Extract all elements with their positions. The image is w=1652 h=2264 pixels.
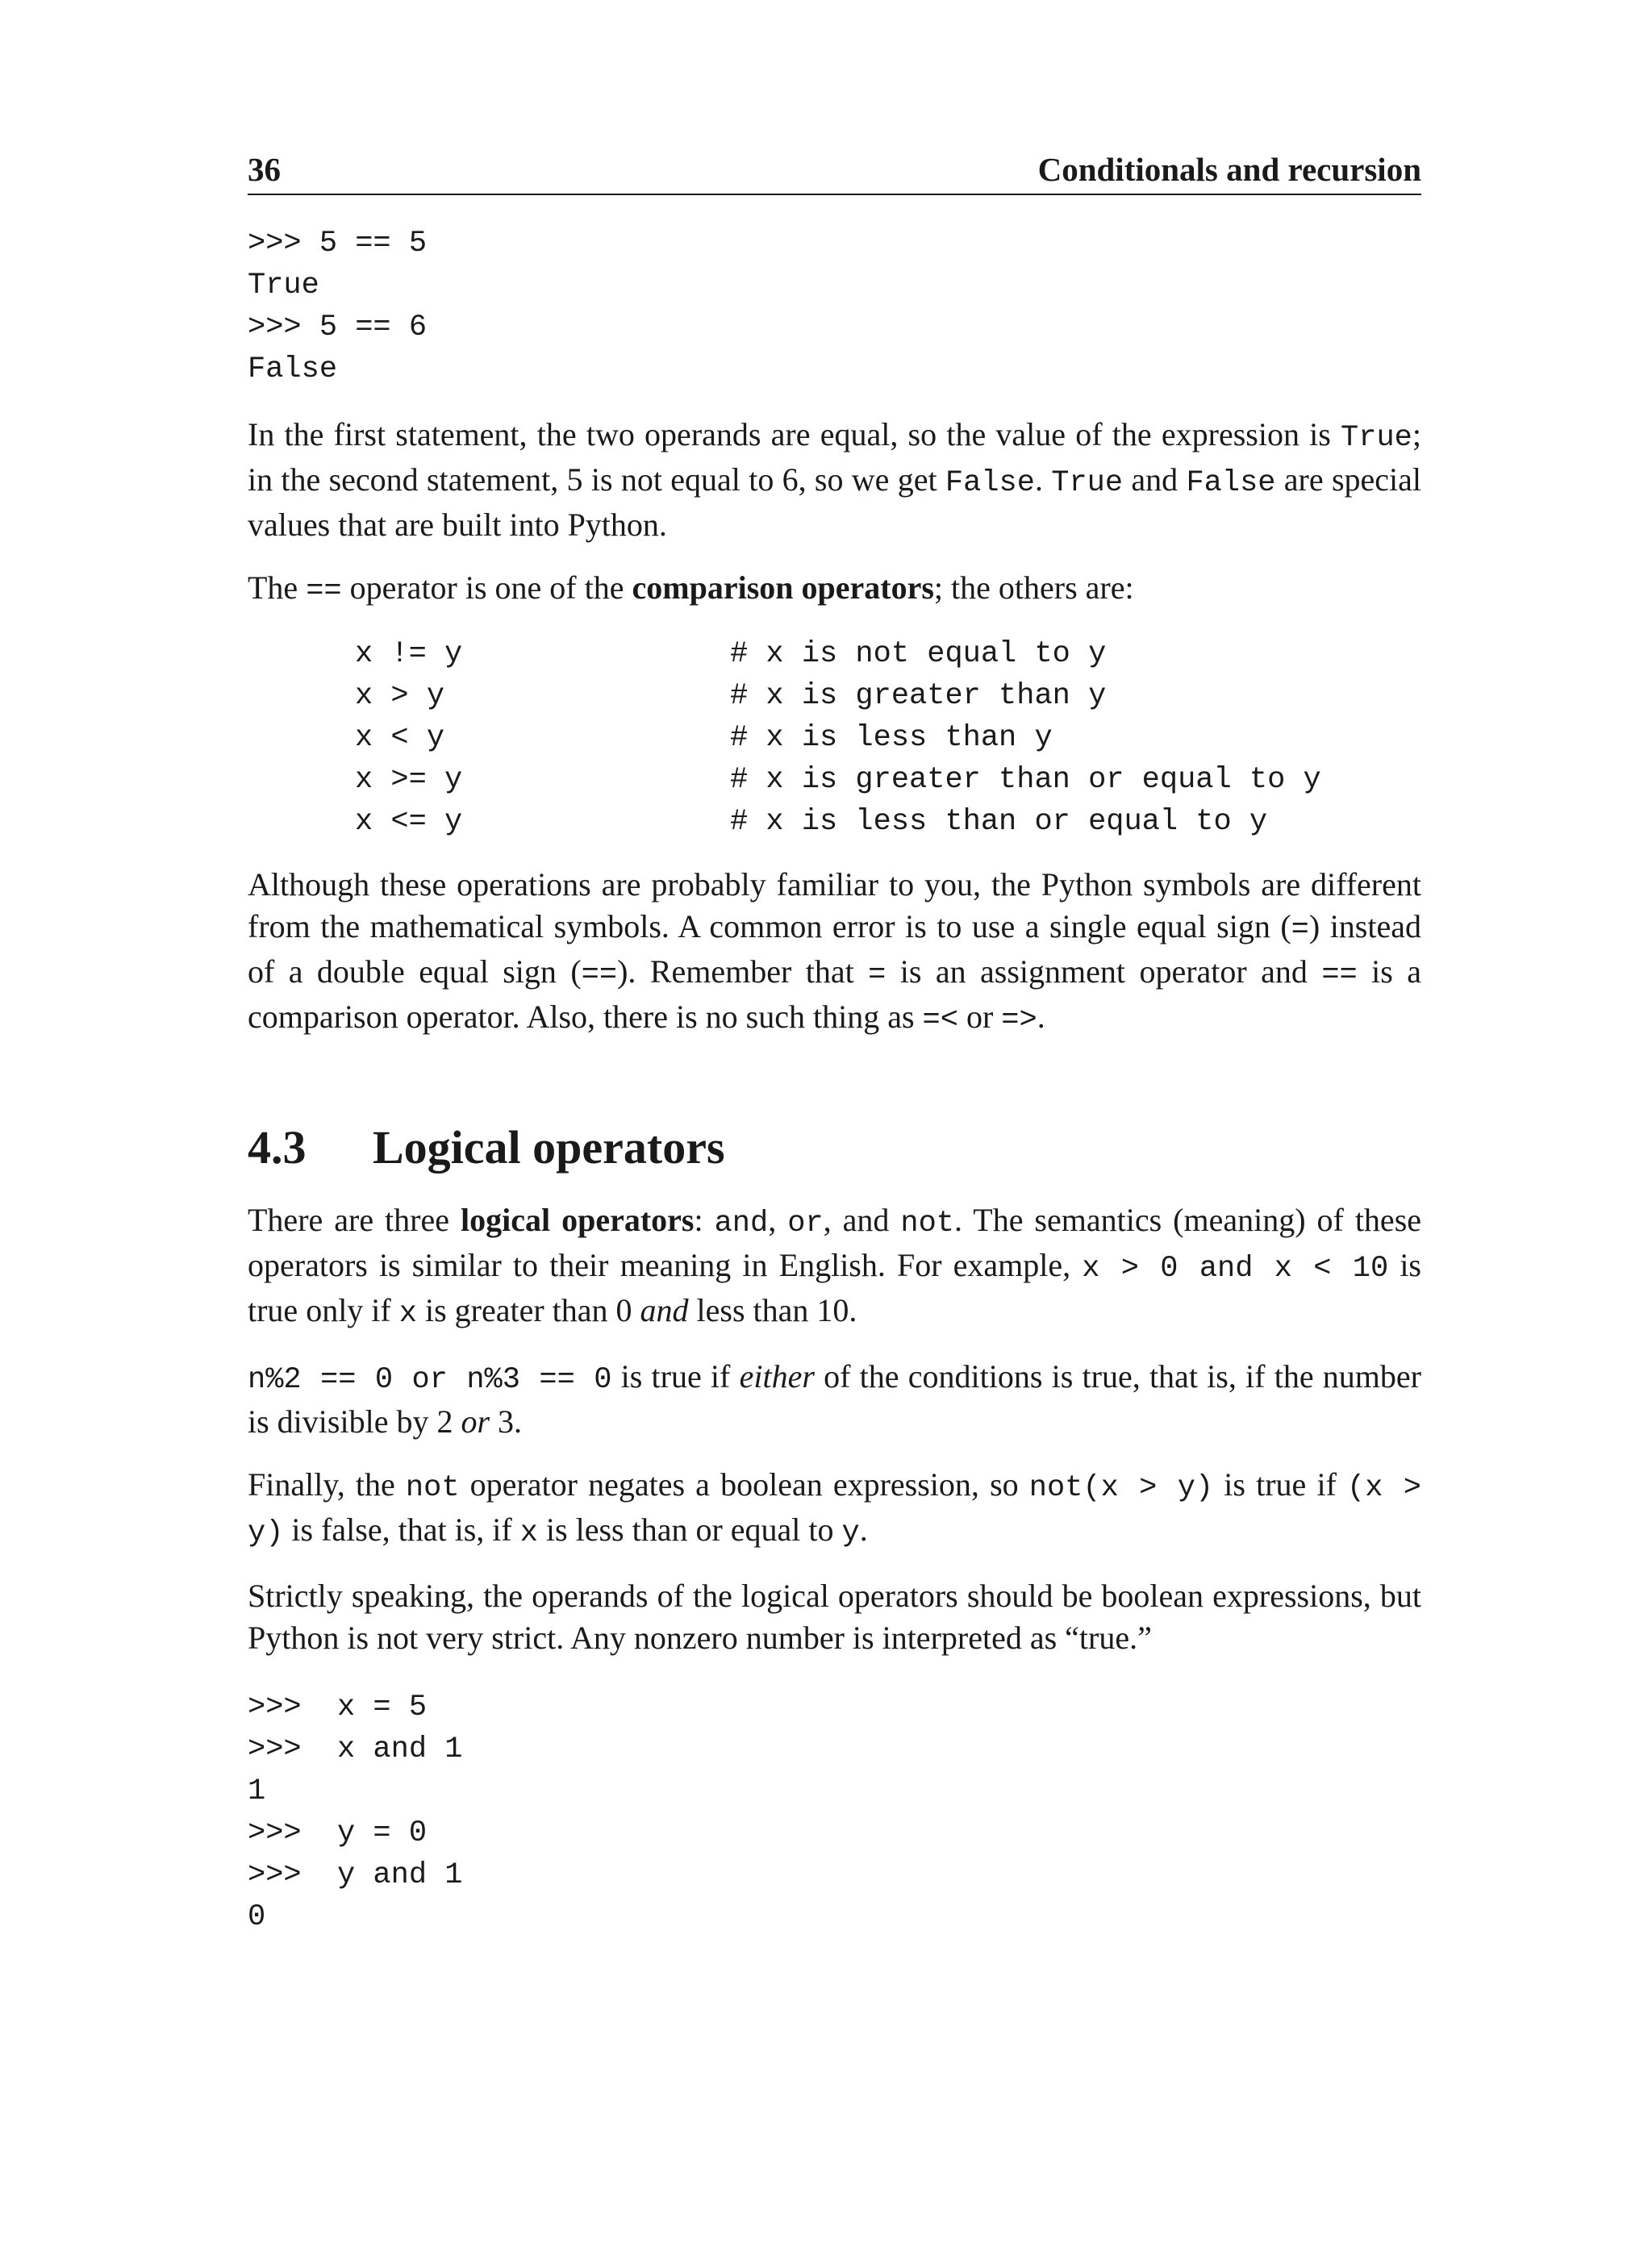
code-line: False: [248, 352, 338, 386]
section-number: 4.3: [248, 1121, 307, 1174]
paragraph-symbol-warning: Although these operations are probably familiar to you, the Python symbols are different from the mathematical symbols. A common error is to use a single equal sign (=) instead of a double equal sign (==). Remember that = is an assignment operator and == is a comparison operator. Also, there is no such thing as =< or =>.: [248, 866, 1422, 1037]
paragraph-not-operator: Finally, the not operator negates a boolean expression, so not(x > y) is true if (x > y) is false, that is, if x is less than or equal to y.: [248, 1466, 1421, 1550]
book-page: [248, 145, 1421, 1938]
comparison-operators-table: [355, 633, 1421, 843]
code-block-logical: [248, 1687, 1421, 1938]
paragraph-comparison-intro: The == operator is one of the comparison operators; the others are:: [248, 569, 1134, 608]
comparison-row: x < y # x is less than y: [355, 721, 1053, 755]
section-title: Logical operators: [373, 1121, 725, 1174]
code-line: >>> x and 1: [248, 1732, 463, 1766]
code-block-equality: [248, 223, 1421, 390]
code-line: >>> y and 1: [248, 1858, 463, 1892]
paragraph-or-example: n%2 == 0 or n%3 == 0 is true if either of the conditions is true, that is, if the number is divisible by 2 or 3.: [248, 1358, 1421, 1440]
section-heading: [248, 1115, 1421, 1180]
code-line: 0: [248, 1900, 266, 1934]
running-head: [248, 145, 1421, 194]
code-line: True: [248, 269, 319, 302]
code-line: >>> 5 == 5: [248, 227, 428, 261]
page-number: 36: [248, 151, 281, 188]
paragraph-equality-explanation: In the first statement, the two operands are equal, so the value of the expression is True; in the second statement, 5 is not equal to 6, so we get False. True and False are special values that are built into Python.: [248, 416, 1421, 543]
comparison-row: x >= y # x is greater than or equal to y: [355, 763, 1321, 797]
chapter-title: Conditionals and recursion: [1037, 151, 1421, 188]
code-line: >>> 5 == 6: [248, 311, 428, 344]
comparison-row: x > y # x is greater than y: [355, 679, 1107, 713]
paragraph-logical-operators: There are three logical operators: and, or, and not. The semantics (meaning) of these operators is similar to their meaning in English. For example, x > 0 and x < 10 is true only if x is greater than 0 and less than 10.: [248, 1202, 1422, 1331]
comparison-row: x <= y # x is less than or equal to y: [355, 805, 1268, 839]
code-line: 1: [248, 1774, 266, 1808]
paragraph-strictness: Strictly speaking, the operands of the logical operators should be boolean expressions, but Python is not very strict. Any nonzero number is interpreted as “true.”: [248, 1578, 1421, 1656]
code-line: >>> x = 5: [248, 1691, 428, 1724]
code-line: >>> y = 0: [248, 1816, 428, 1850]
comparison-row: x != y # x is not equal to y: [355, 637, 1107, 671]
